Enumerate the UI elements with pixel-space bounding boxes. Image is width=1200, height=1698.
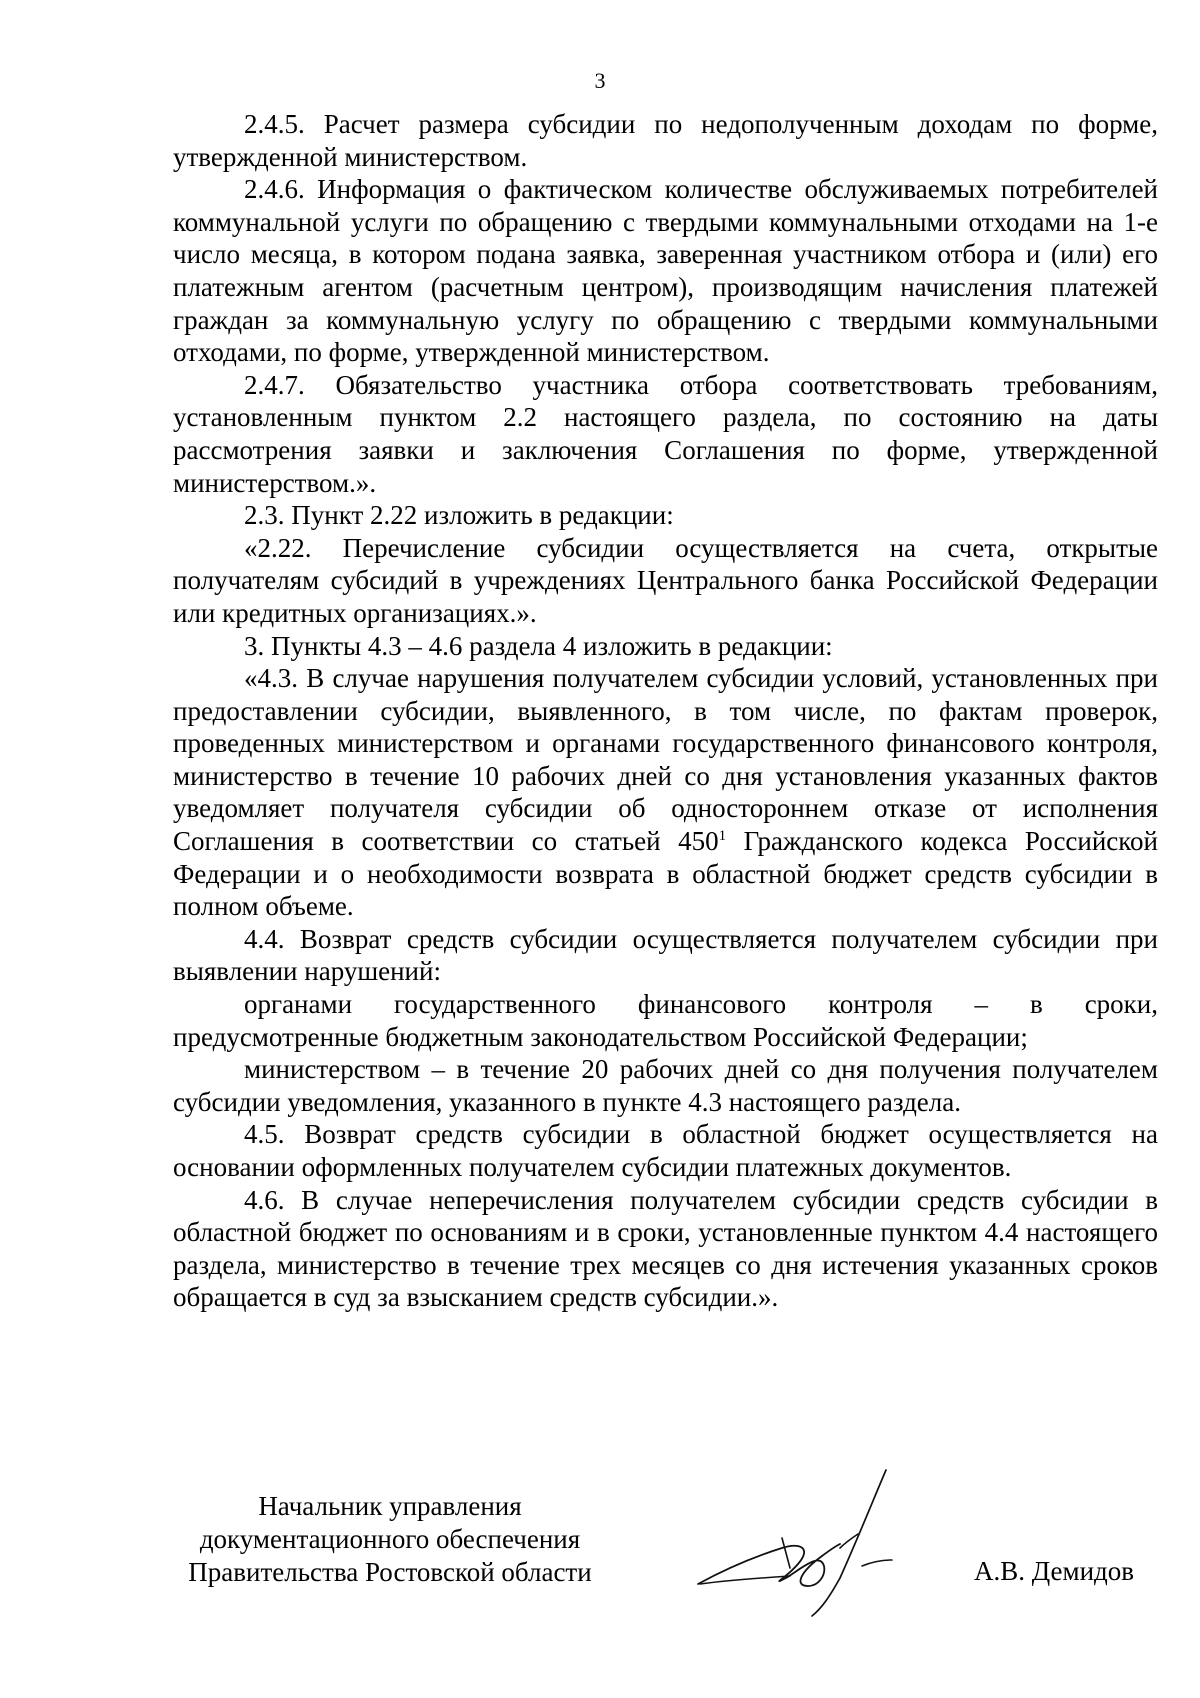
paragraph-4-6: 4.6. В случае неперечисления получателем субсидии средств субсидии в областной бюджет по основаниям и в сроки, установленные пунктом 4.4 настоящего раздела, министерство в течение трех месяцев со дня истечения указанных сроков обращается в суд за взысканием средств субсидии.».: [173, 1184, 1158, 1313]
handwritten-signature: [690, 1468, 920, 1618]
paragraph-3: 3. Пункты 4.3 – 4.6 раздела 4 изложить в редакции:: [244, 630, 833, 661]
paragraph-2-4-6: 2.4.6. Информация о фактическом количестве обслуживаемых потребителей коммунальной услуги по обращению с твердыми коммунальными отходами на 1-е число месяца, в котором подана заявка, заверенная участником отбора и (или) его платежным агентом (расчетным центром), производящим начисления платежей граждан за коммунальную услугу по обращению с твердыми коммунальными отходами, по форме, утвержденной министерством.: [173, 174, 1158, 368]
paragraph-4-3-text-end: Гражданского кодекса Российской Федерации и о необходимости возврата в областной бюджет средств субсидии в полном объеме.: [173, 826, 1158, 922]
signatory-title: [170, 1490, 610, 1589]
paragraph-2-4-7: 2.4.7. Обязательство участника отбора соответствовать требованиям, установленным пунктом 2.2 настоящего раздела, по состоянию на даты рассмотрения заявки и заключения Соглашения по форме, утвержденной министерством.».: [173, 369, 1158, 498]
document-body: [173, 108, 1158, 1314]
paragraph-4-3: [173, 662, 1158, 923]
paragraph-4-5: 4.5. Возврат средств субсидии в областной бюджет осуществляется на основании оформленных получателем субсидии платежных документов.: [173, 1119, 1158, 1182]
paragraph-4-4: 4.4. Возврат средств субсидии осуществляется получателем субсидии при выявлении нарушений:: [173, 923, 1158, 987]
paragraph-2-4-5: 2.4.5. Расчет размера субсидии по недополученным доходам по форме, утвержденной министерством.: [173, 109, 1158, 172]
page-number: 3: [594, 68, 606, 93]
article-superscript: 1: [718, 828, 727, 845]
signatory-name: А.В. Демидов: [974, 1556, 1135, 1586]
paragraph-2-3: 2.3. Пункт 2.22 изложить в редакции:: [244, 500, 674, 531]
paragraph-4-4-item-control: органами государственного финансового контроля – в сроки, предусмотренные бюджетным законодательством Российской Федерации;: [173, 989, 1158, 1052]
paragraph-4-4-item-ministry: министерством – в течение 20 рабочих дней со дня получения получателем субсидии уведомления, указанного в пункте 4.3 настоящего раздела.: [173, 1054, 1158, 1117]
paragraph-4-3-text: «4.3. В случае нарушения получателем субсидии условий, установленных при предоставлении субсидии, выявленного, в том числе, по фактам проверок, проведенных министерством и органами государственного финансового контроля, министерство в течение 10 рабочих дней со дня установления указанных фактов уведомляет получателя субсидии об одностороннем отказе от исполнения Соглашения в соответствии со статьей 450: [173, 663, 1158, 857]
signatory-title-line: документационного обеспечения: [199, 1524, 581, 1554]
paragraph-2-22: «2.22. Перечисление субсидии осуществляется на счета, открытые получателям субсидий в учреждениях Центрального банка Российской Федерации или кредитных организациях.».: [173, 532, 1158, 628]
signatory-title-line: Начальник управления: [258, 1491, 522, 1521]
signatory-title-line: Правительства Ростовской области: [188, 1557, 592, 1587]
